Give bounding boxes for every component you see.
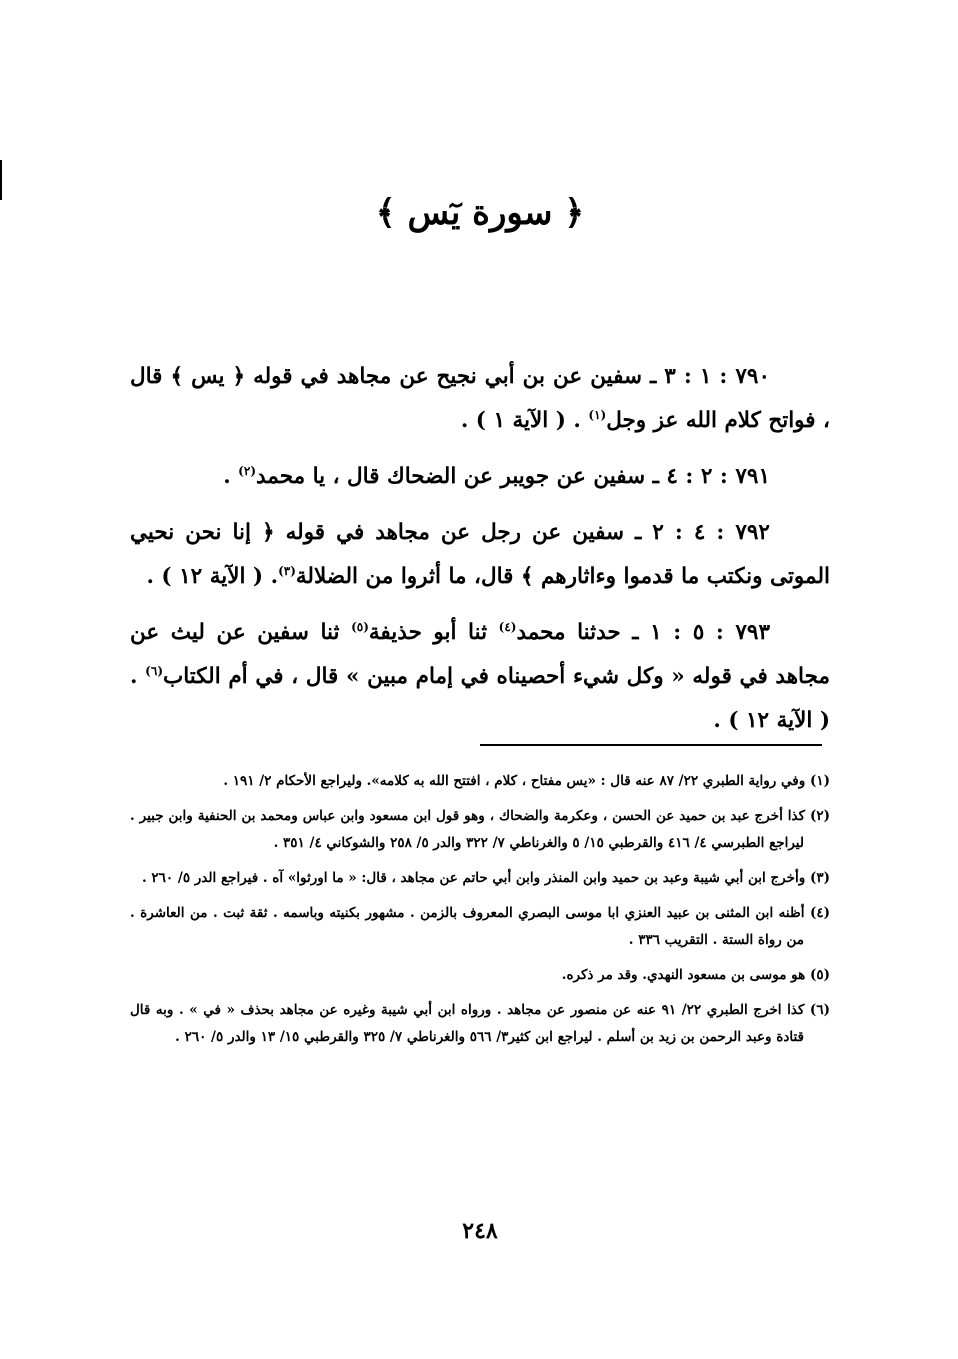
footnote-ref: (٣) [278, 563, 296, 578]
entry-793: ٧٩٣ : ٥ : ١ ـ حدثنا محمد$^{(٤)}$ ثنا أبو حذيفة$^{(٥)}$ ثنا سفين عن ليث عن مجاهد في قوله « وكل شيء أحصيناه في إمام مبين » قال ، في أم الكتاب$^{(٦)}$ . ( الآية ١٢ ) . [130, 619, 830, 733]
footnote: (٣) وأخرج ابن أبي شيبة وعبد بن حميد وابن المنذر وابن أبي حاتم عن مجاهد ، قال: « ما اورثوا» آه . فيراجع الدر ٥/ ٢٦٠ . [142, 870, 830, 886]
edge-mark [0, 160, 2, 200]
footnote: (٦) كذا اخرج الطبري ٢٢/ ٩١ عنه عن منصور عن مجاهد . ورواه ابن أبي شيبة وغيره عن مجاهد بحذف « في » . وبه قال قتادة وعبد الرحمن بن زيد بن أسلم . ليراجع ابن كثير٣/ ٥٦٦ والغرناطي ٧/ ٣٢٥ والقرطبي ١٥/ ١٣ والدر ٥/ ٢٦٠ . [130, 1002, 830, 1045]
entry-792: ٧٩٢ : ٤ : ٢ ـ سفين عن رجل عن مجاهد في قوله ﴿ إنا نحن نحيي الموتى ونكتب ما قدموا وءاثارهم ﴾ قال، ما أثروا من الضلالة$^{(٣)}$. ( الآية ١٢ ) . [130, 520, 830, 589]
main-text [130, 355, 830, 755]
footnote: (٥) هو موسى بن مسعود النهدي. وقد مر ذكره. [561, 967, 830, 983]
footnote-ref: (٦) [145, 663, 163, 678]
footnote-ref: (٥) [351, 619, 369, 634]
footnote-ref: (٤) [498, 619, 517, 634]
footnotes [130, 768, 830, 1059]
footnote-separator [480, 744, 822, 746]
footnote: (٤) أظنه ابن المثنى بن عبيد العنزي ابا موسى البصري المعروف بالزمن . مشهور بكنيته وباسمه . ثقة ثبت . من العاشرة . من رواة الستة . التقريب ٣٣٦ . [130, 905, 830, 948]
footnote: (١) وفي رواية الطبري ٢٢/ ٨٧ عنه قال : «يس مفتاح ، كلام ، افتتح الله به كلامه». وليراجع الأحكام ٢/ ١٩١ . [223, 773, 830, 789]
footnote: (٢) كذا أخرج عبد بن حميد عن الحسن ، وعكرمة والضحاك ، وهو قول ابن مسعود وابن عباس ومحمد بن الحنفية وابن جبير . ليراجع الطبرسي ٤/ ٤١٦ والقرطبي ١٥/ ٥ والغرناطي ٧/ ٣٢٢ والدر ٥/ ٢٥٨ والشوكاني ٤/ ٣٥١ . [130, 808, 830, 851]
surah-title: ﴿ سورة يٓس ﴾ [375, 193, 585, 233]
footnote-ref: (٢) [238, 463, 256, 478]
entry-790: ٧٩٠ : ١ : ٣ ـ سفين عن بن أبي نجيح عن مجاهد في قوله ﴿ يس ﴾ قال ، فواتح كلام الله عز وجل$^{(١)}$ . ( الآية ١ ) . [130, 364, 830, 433]
footnote-ref: (١) [588, 407, 607, 422]
page-number: ٢٤٨ [462, 1218, 498, 1244]
entry-791: ٧٩١ : ٢ : ٤ ـ سفين عن جويبر عن الضحاك قال ، يا محمد$^{(٢)}$ . [223, 463, 770, 489]
